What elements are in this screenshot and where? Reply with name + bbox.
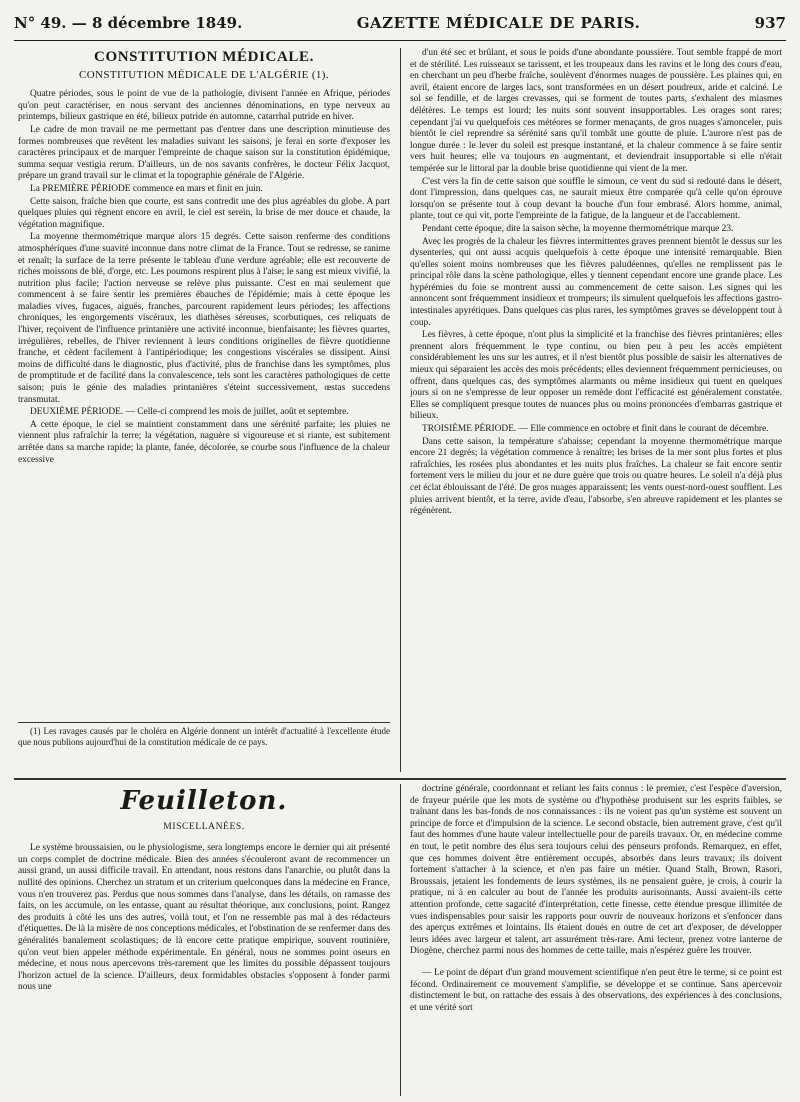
paragraph: La PREMIÈRE PÉRIODE commence en mars et finit en juin. [30,183,263,194]
page-number: 937 [754,14,786,32]
paragraph: doctrine générale, coordonnant et reliant les faits connus : le premier, c'est l'espèce d'aversion, de frayeur puérile que les mots de système ou d'hypothèse produisent sur les esprits faibles, se traînant dans les bas-fonds de nos connaissances : ils ne voient pas qu'un système est souvent un principe de force et d'impulsion de la science. Le second obstacle, bien autrement grave, c'est qu'il faut des hommes d'une haute valeur intellectuelle pour de pareils travaux. Or, en médecine comme en tout, le petit nombre des élus sera toujours celui des penseurs profonds. Remarquez, en effet, que ces hommes doivent être entièrement occupés, absorbés dans leurs travaux; ils doivent fortement s'attacher à la science, et n'en pas faire un métier. Quand Stalh, Brown, Rasori, Broussais, jetaient les fondements de leurs systèmes, ils ne pensaient guère, je crois, à courir la pratique, ni à en calculer au bout de l'année les produits aurisonnants. Aussi avaient-ils cette attention profonde, cette sagacité d'interprétation, cette finesse, cette étendue presque illimitée de vues indispensables pour saisir les rapports pour ouvrir de nouveaux horizons et s'enfoncer dans des aperçus extrêmes et lointains. Ils étaient doués en outre de cet art d'exposer, de développer leurs idées avec largeur et talent, art assurément très-rare. Ami lecteur, prenez votre lanterne de Diogène, cherchez parmi nous des hommes de cette taille, mais n'espérez guère les trouver. [410,784,782,957]
paragraph: Pendant cette époque, dite la saison sèche, la moyenne thermométrique marque 23. [422,223,734,234]
section-divider [14,778,786,780]
paragraph: — Le point de départ d'un grand mouvement scientifique n'en peut être le terme, si ce point est fécond. Ordinairement ce mouvement s'amplifie, se développe et se continue. Sans apercevoir distinctement le but, on rattache des essais à des observations, des expériences à des conclusions, et une vérité sort [410,967,782,1013]
issue-number: N° 49. — 8 décembre 1849. [14,14,243,32]
paragraph: C'est vers la fin de cette saison que souffle le simoun, ce vent du sud si redouté dans le désert, dont l'impression, dans quelques cas, ne saurait mieux être comparée qu'à celle qu'on éprouve lorsqu'on se présente tout à coup devant la bouche d'un four embrasé. Alors homme, animal, plante, tout ce qui vit, porte l'empreinte de la fatigue, de la langueur et de l'accablement. [410,176,782,222]
feuilleton-title: Feuilleton. [120,786,288,816]
paragraph: Cette saison, fraîche bien que courte, est sans contredit une des plus agréables du globe. A part quelques pluies qui règnent encore en avril, le ciel est serein, la brise de mer douce et chaude, la végétation magnifique. [18,196,390,230]
section-heading: MISCELLANÉES. [163,821,245,832]
paragraph: Quatre périodes, sous le point de vue de la pathologie, divisent l'année en Afrique, périodes qu'on peut caractériser, en nous servant des anciennes dénominations, en type nerveux au printemps, bilieux gastrique en été, bilieux putride en automne, catarrhal putride en hiver. [18,89,390,123]
column-divider [400,48,401,772]
paragraph: Le système broussaisien, ou le physiologisme, sera longtemps encore le dernier qui ait présenté un corps complet de doctrine médicale. Bien des années s'écouleront avant de recommencer un aussi grand, un aussi difficile travail. En attendant, nous restons dans l'anarchie, ou plutôt dans la nullité des opinions. Cherchez un stratum et un criterium quelconques dans la médecine en France, vous n'en trouverez pas. Perdus que nous sommes dans l'analyse, dans les détails, on ramasse des faits, on les accumule, on les entasse, quant au résultat théorique, aux conclusions, point. Rangez des produits à côté les uns des autres, voilà tout, et l'on ne ressemble pas mal à des rédacteurs d'étiquettes. De là la misère de nos conceptions médicales, et l'obstination de se renfermer dans des généralités banalement scolastiques; de là encore cette pratique empirique, souvent routinière, qu'on veut bien appeler méthode expérimentale. En général, nous ne sommes point oseurs en médecine, et nous nous apercevons très-rarement que les limites du possible dépassent toujours l'horizon actuel de la science. D'ailleurs, deux formidables obstacles s'opposent à fonder parmi nous une [18,843,390,993]
paragraph: DEUXIÈME PÉRIODE. — Celle-ci comprend les mois de juillet, août et septembre. [30,407,349,418]
footnote [18,726,390,770]
feuilleton-right-column [410,784,782,1096]
paragraph: Les fièvres, à cette époque, n'ont plus la simplicité et la franchise des fièvres printanières; elles prennent alors fréquemment le type continu, ou bien peu à peu les accès empiètent considérablement les uns sur les autres, et il n'est bientôt plus possible de saisir les alternatives de mieux qui séparaient les accès des mois précédents; elles deviennent fréquemment pernicieuses, ou offrent, dans quelques cas, des symptômes alarmants ou même insidieux qui tuent en quelques jours si on ne s'empresse de leur opposer un remède dont l'efficacité est généralement constatée. Elles se compliquent presque toutes de nuances plus ou moins prononcées d'embarras gastrique et bilieux. [410,330,782,422]
journal-title: GAZETTE MÉDICALE DE PARIS. [356,14,641,32]
paragraph: Le cadre de mon travail ne me permettant pas d'entrer dans une description minutieuse des formes nombreuses que revêtent les maladies suivant les saisons, je ferai en sorte d'exposer les caractères principaux et de marquer l'empreinte de chaque saison sur la constitution épidémique, summa sequar vestigia rerum. D'ailleurs, un de nos savants confrères, le docteur Félix Jacquot, prépare un grand travail sur le climat et la topographie générale de l'Algérie. [18,124,390,182]
footnote-rule [18,722,390,723]
paragraph: TROISIÈME PÉRIODE. — Elle commence en octobre et finit dans le courant de décembre. [422,424,769,434]
article-left-column [18,48,390,716]
feuilleton-left-column [18,784,390,1096]
article-title: CONSTITUTION MÉDICALE. [94,49,314,65]
paragraph: A cette époque, le ciel se maintient constamment dans une sérénité parfaite; les pluies ne viennent plus rafraîchir la terre; la végétation, naguère si vigoureuse et si riante, est subitement arrêtée dans sa marche rapide; la plante, fanée, décolorée, se courbe sous l'influence de la chaleur excessive [18,419,390,465]
paragraph: Dans cette saison, la température s'abaisse; cependant la moyenne thermométrique marque encore 21 degrés; la végétation commence à renaître; les brises de la mer sont plus fortes et plus rafraîchies, les rosées plus abondantes et les nuits plus fraîches. La chaleur se fait encore sentir fortement vers le milieu du jour et ne dure guère que trois ou quatre heures. Le soleil n'a déjà plus cet éclat éblouissant de l'été. De gros nuages apparaissent; les vents ouest-nord-ouest soufflent. Les pluies arrivent bientôt, et la terre, avide d'eau, l'absorbe, s'en abreuve rapidement et les plantes se régénèrent. [410,436,782,517]
paragraph: d'un été sec et brûlant, et sous le poids d'une abondante poussière. Tout semble frappé de mort et de stérilité. Les ruisseaux se tarissent, et les troupeaux dans les ravins et le long des cours d'eau, en cherchant un peu d'herbe fraîche, soulèvent d'énormes nuages de poussière. Les plaines qui, en avril, étaient encore de larges lacs, sont transformées en un désert poudreux, aride et calciné. Le sol se fendille, et de larges crevasses, qui se forment de toutes parts, s'exhalent des miasmes délétères. Le temps est lourd; les nuits sont souvent insupportables. Les orages sont rares; cependant j'ai vu quelquefois ces météores se former menaçants, de gros nuages s'amonceler, puis bientôt le ciel reprendre sa sérénité sans qu'il tombât une goutte de pluie. L'aurore n'est pas de longue durée : le lever du soleil est presque instantané, et la chaleur commence à se faire sentir vers huit heures; elle va toujours en augmentant, et deviendrait insupportable si elle n'était tempérée sur le littoral par la double brise quotidienne qui vient de la mer. [410,48,782,174]
footnote-text: (1) Les ravages causés par le choléra en Algérie donnent un intérêt d'actualité à l'excellente étude que nous publions aujourd'hui de la constitution médicale de ce pays. [18,726,390,747]
paragraph: Avec les progrès de la chaleur les fièvres intermittentes graves prennent bientôt le dessus sur les dysenteries, qui ont aussi acquis quelquefois à cette époque une intensité remarquable. Bien qu'elles soient moins nombreuses que les fièvres paludéennes, qu'elles ne remplissent pas le principal rôle dans la scène pathologique, elles y tiennent cependant encore une grande place. Les hypérémies du foie se montrent aussi au commencement de cette saison. Les signes qui les annoncent sont fréquemment insidieux et trompeurs; ils simulent quelquefois les affections gastro-intestinales apyrétiques. Dans quelques cas plus rares, les symptômes graves se développent tout à coup. [410,236,782,328]
column-divider [400,784,401,1096]
paragraph: La moyenne thermométrique marque alors 15 degrés. Cette saison renferme des conditions atmosphériques d'une suavité inconnue dans notre climat de la France. Tout se redresse, se ranime et renaît; la surface de la terre présente le tableau d'une verdure agréable; elle est recouverte de riches moissons de blé, d'orge, etc. Les poumons respirent plus à l'aise; le sang est mieux vivifié, la nutrition plus facile; l'action nerveuse se relève plus puissante. C'est en mai seulement que commencent à se faire sentir les premières ébauches de l'épidémie; mais à cette époque les maladies vives, fugaces, aiguës, franches, parcourent rapidement leurs périodes; les affections chroniques, les engorgements viscéraux, les diathèses séreuses, scorbutiques, ces reliquats de l'hiver, reçoivent de l'influence printanière une activité inconnue, bienfaisante; les fièvres quartes, irrégulières, rebelles, de l'hiver reviennent à leurs conditions originelles de fièvre quotidienne franche, et cèdent facilement à l'antipériodique; les congestions viscérales se dissipent. Ainsi moins de difficulté dans le diagnostic, plus d'activité, plus de franchise dans les symptômes, plus de promptitude et de facilité dans la convalescence, tels sont les caractères pathologiques de cette saison; puis le génie des maladies printanières s'éteint successivement, œstas succedens transmutat. [18,232,390,405]
article-right-column [410,48,782,772]
page-header [14,14,786,41]
article-subtitle: CONSTITUTION MÉDICALE DE L'ALGÉRIE (1). [78,68,330,81]
